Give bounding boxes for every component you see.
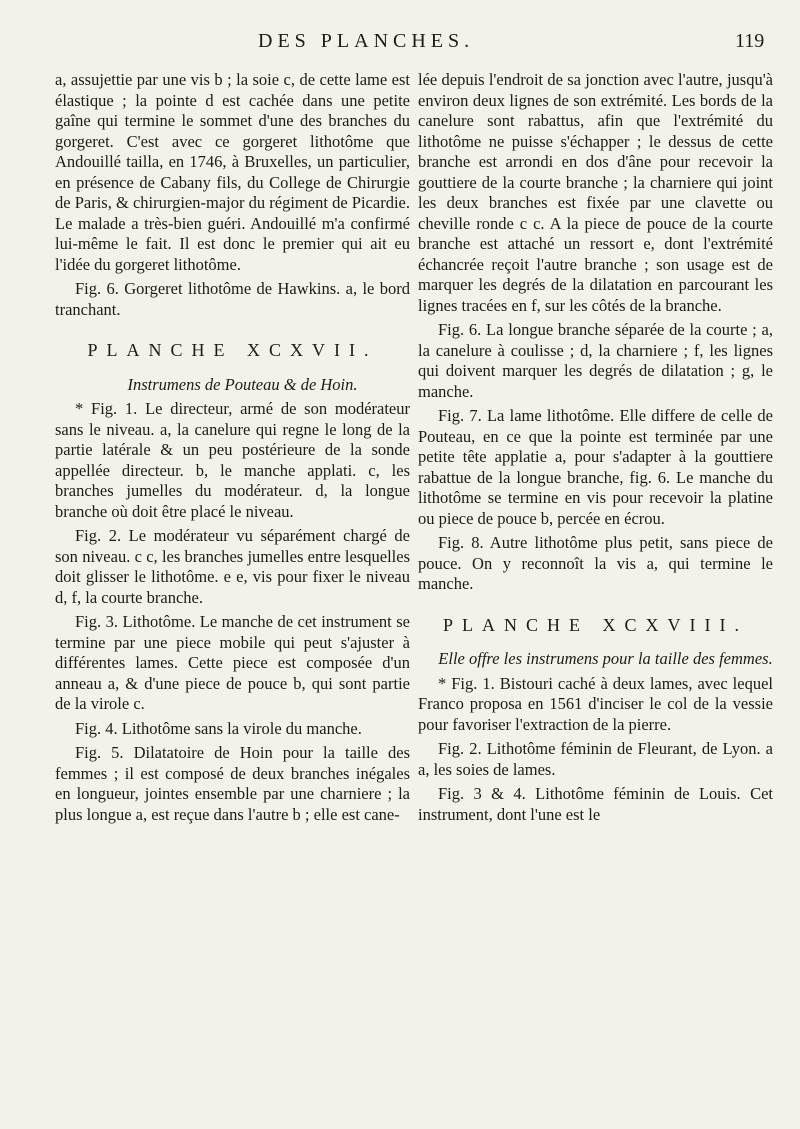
- left-paragraph-4: Fig. 2. Le modérateur vu séparément chargé de son niveau. c c, les branches jumelles entre lesquelles doit glisser le lithotôme. e e, vis pour fixer le niveau d, f, la courte branche.: [55, 526, 410, 607]
- right-paragraph-6: Fig. 2. Lithotôme féminin de Fleurant, de Lyon. a a, les soies de lames.: [418, 739, 773, 779]
- left-paragraph-3: * Fig. 1. Le directeur, armé de son modérateur sans le niveau. a, la canelure qui regne le long de la partie latérale & un peu postérieure de la sonde appellée directeur. b, le manche applati. c, les branches jumelles du modérateur. d, la longue branche où doit être placé le niveau.: [55, 399, 410, 521]
- planche-subtitle-xcxvii: Instrumens de Pouteau & de Hoin.: [127, 374, 358, 394]
- planche-heading-xcxvii: PLANCHE XCXVII.: [87, 340, 378, 360]
- planche-heading-xcxviii: PLANCHE XCXVIII.: [443, 614, 748, 635]
- left-paragraph-2: Fig. 6. Gorgeret lithotôme de Hawkins. a, le bord tranchant.: [55, 279, 410, 319]
- left-paragraph-5: Fig. 3. Lithotôme. Le manche de cet instrument se termine par une piece mobile qui peut s'ajuster à différentes lames. Cette piece est composée d'un anneau a, & d'une piece de pouce b, qui sont partie de la virole c.: [55, 612, 410, 713]
- left-paragraph-7: Fig. 5. Dilatatoire de Hoin pour la taille des femmes ; il est composé de deux branches inégales en longueur, jointes ensemble par une charniere ; la plus longue a, est reçue dans l'autre b ; elle est cane-: [55, 743, 410, 824]
- left-column: [55, 70, 410, 829]
- left-paragraph-1: a, assujettie par une vis b ; la soie c, de cette lame est élastique ; la pointe d est cachée dans une petite gaîne qui termine le sommet d'une des branches du gorgeret. C'est avec ce gorgeret lithotôme que Andouillé tailla, en 1746, à Bruxelles, un particulier, en présence de Cabany fils, du College de Chirurgie de Paris, & chirurgien-major du régiment de Picardie. Le malade a très-bien guéri. Andouillé m'a confirmé lui-même le fait. Il est donc le premier qui ait eu l'idée du gorgeret lithotôme.: [55, 70, 410, 274]
- right-paragraph-3: Fig. 7. La lame lithotôme. Elle differe de celle de Pouteau, en ce que la pointe est terminée par une petite tête applatie a, pour s'adapter à la gouttiere rabattue de la longue branche, fig. 6. Le manche du lithotôme se termine en vis pour recevoir la platine ou piece de pouce b, percée en écrou.: [418, 406, 773, 528]
- right-paragraph-5: * Fig. 1. Bistouri caché à deux lames, avec lequel Franco proposa en 1561 d'inciser le col de la vessie pour favoriser l'extraction de la pierre.: [418, 673, 773, 734]
- running-header: [0, 30, 800, 70]
- right-paragraph-2: Fig. 6. La longue branche séparée de la courte ; a, la canelure à coulisse ; d, la charniere ; f, les lignes qui doivent marquer les degrés de dilatation ; g, le manche.: [418, 320, 773, 401]
- right-column: [418, 70, 773, 829]
- planche-subtitle-xcxviii: Elle offre les instrumens pour la taille des femmes.: [438, 649, 773, 668]
- right-paragraph-4: Fig. 8. Autre lithotôme plus petit, sans piece de pouce. On y reconnoît la vis a, qui termine le manche.: [418, 533, 773, 593]
- page-number: 119: [735, 30, 765, 52]
- right-paragraph-1: lée depuis l'endroit de sa jonction avec l'autre, jusqu'à environ deux lignes de son extrémité. Les bords de la canelure sont rabattus, afin que l'extrémité du lithotôme ne puisse s'échapper ; le dessus de cette branche est arrondi en dos d'âne pour recevoir la gouttiere de la courte branche ; la charniere qui joint les deux branches est fixée par une clavette ou cheville ronde c c. A la piece de pouce de la courte branche est attaché un ressort e, dont l'extrémité échancrée reçoit l'autre branche ; son usage est de marquer les degrés de la dilatation en parcourant les lignes tracées en f, sur les côtés de la branche.: [418, 70, 773, 315]
- left-paragraph-6: Fig. 4. Lithotôme sans la virole du manche.: [75, 718, 362, 738]
- running-title: DES PLANCHES.: [258, 30, 475, 52]
- right-paragraph-7: Fig. 3 & 4. Lithotôme féminin de Louis. Cet instrument, dont l'une est le: [418, 784, 773, 824]
